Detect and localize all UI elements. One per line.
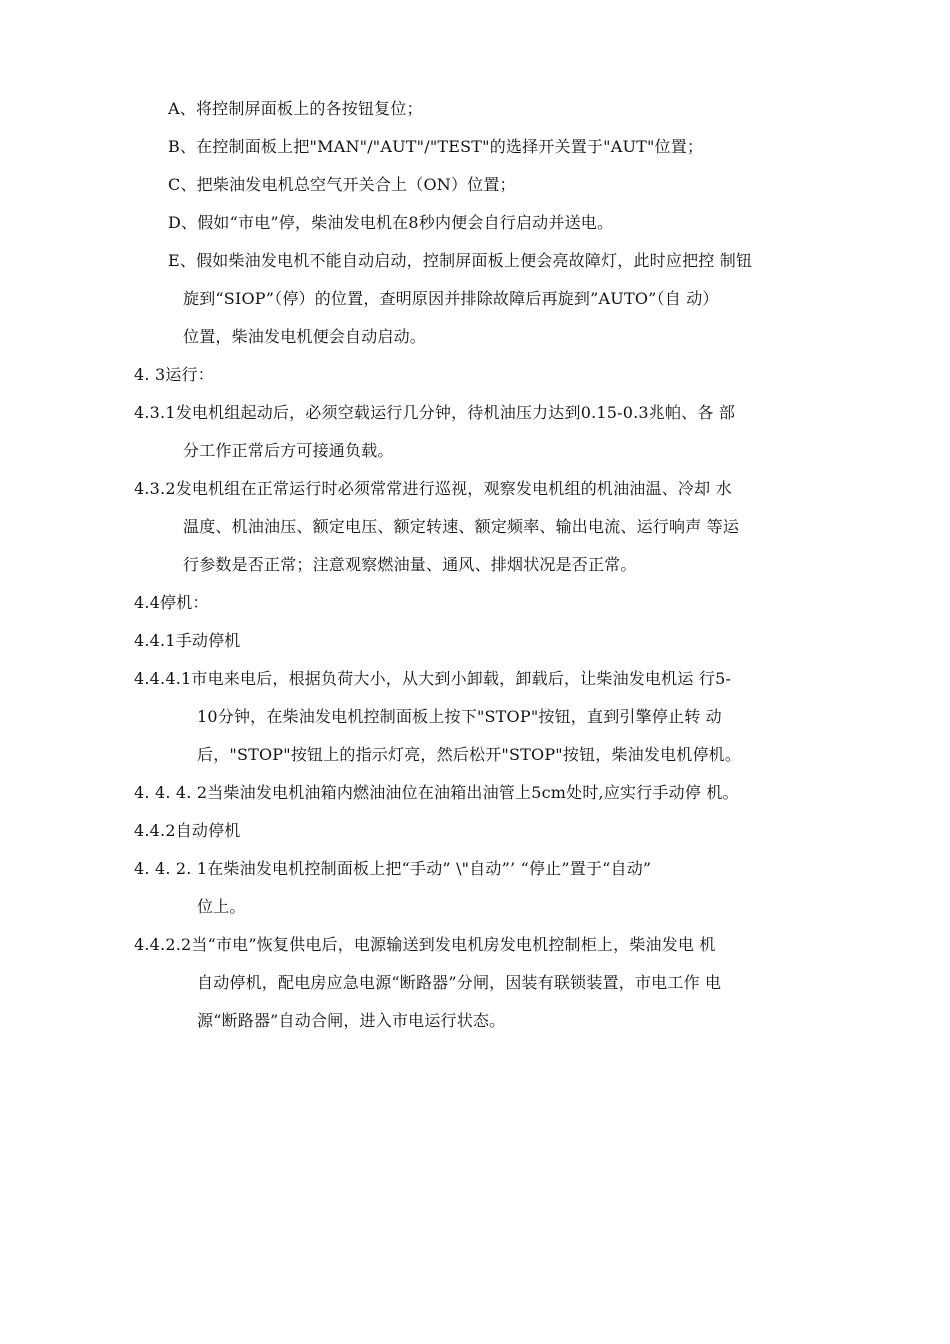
paragraph-4-4-2-2: 4.4.2.2当“市电”恢复供电后，电源输送到发电机房发电机控制柜上，柴油发电 机 — [134, 935, 716, 954]
paragraph-4-4-4-1-cont-2: 后，"STOP"按钮上的指示灯亮，然后松开"STOP"按钮，柴油发电机停机。 — [197, 745, 742, 764]
paragraph-4-4-2-2-cont-1: 自动停机，配电房应急电源“断路器”分闸，因装有联锁装置，市电工作 电 — [197, 973, 722, 992]
step-a-text: A、将控制屏面板上的各按钮复位； — [168, 99, 423, 118]
paragraph-4-3-2: 4.3.2发电机组在正常运行时必须常常进行巡视，观察发电机组的机油油温、冷却 水 — [134, 479, 732, 498]
paragraph-4-4-2-1-cont: 位上。 — [197, 897, 246, 916]
paragraph-4-3-2-cont-1: 温度、机油油压、额定电压、额定转速、额定频率、输出电流、运行响声 等运 — [183, 517, 740, 536]
paragraph-4-4-2-1: 4. 4. 2. 1在柴油发电机控制面板上把“手动” \"自动”’ “停止”置于“自动” — [134, 859, 652, 878]
section-heading-4-3: 4. 3运行： — [134, 365, 214, 384]
paragraph-4-3-1-cont: 分工作正常后方可接通负载。 — [183, 441, 394, 460]
step-c-text: C、把柴油发电机总空气开关合上（ON）位置； — [168, 175, 516, 194]
subsection-heading-4-4-2: 4.4.2自动停机 — [134, 821, 241, 840]
paragraph-4-4-4-2: 4. 4. 4. 2当柴油发电机油箱内燃油油位在油箱出油管上5cm处时,应实行手动停 机。 — [134, 783, 739, 802]
paragraph-4-3-1: 4.3.1发电机组起动后，必须空载运行几分钟，待机油压力达到0.15-0.3兆帕、各 部 — [134, 403, 736, 422]
step-e-text: E、假如柴油发电机不能自动启动，控制屏面板上便会亮故障灯，此时应把控 制钮 — [168, 251, 753, 270]
paragraph-4-4-4-1: 4.4.4.1市电来电后，根据负荷大小，从大到小卸载，卸载后，让柴油发电机运 行5- — [134, 669, 732, 688]
paragraph-4-3-2-cont-2: 行参数是否正常；注意观察燃油量、通风、排烟状况是否正常。 — [183, 555, 637, 574]
section-heading-4-4: 4.4停机： — [134, 593, 209, 612]
step-e-text-cont-2: 位置，柴油发电机便会自动启动。 — [183, 327, 427, 346]
step-d-text: D、假如“市电”停，柴油发电机在8秒内便会自行启动并送电。 — [168, 213, 614, 232]
subsection-heading-4-4-1: 4.4.1手动停机 — [134, 631, 241, 650]
paragraph-4-4-2-2-cont-2: 源“断路器”自动合闸，进入市电运行状态。 — [197, 1011, 506, 1030]
step-b-text: B、在控制面板上把"MAN"/"AUT"/"TEST"的选择开关置于"AUT"位置； — [168, 137, 704, 156]
step-e-text-cont-1: 旋到“SIOP”（停）的位置，查明原因并排除故障后再旋到”AUTO”（自 动） — [183, 289, 719, 308]
paragraph-4-4-4-1-cont-1: 10分钟，在柴油发电机控制面板上按下"STOP"按钮，直到引擎停止转 动 — [197, 707, 722, 726]
